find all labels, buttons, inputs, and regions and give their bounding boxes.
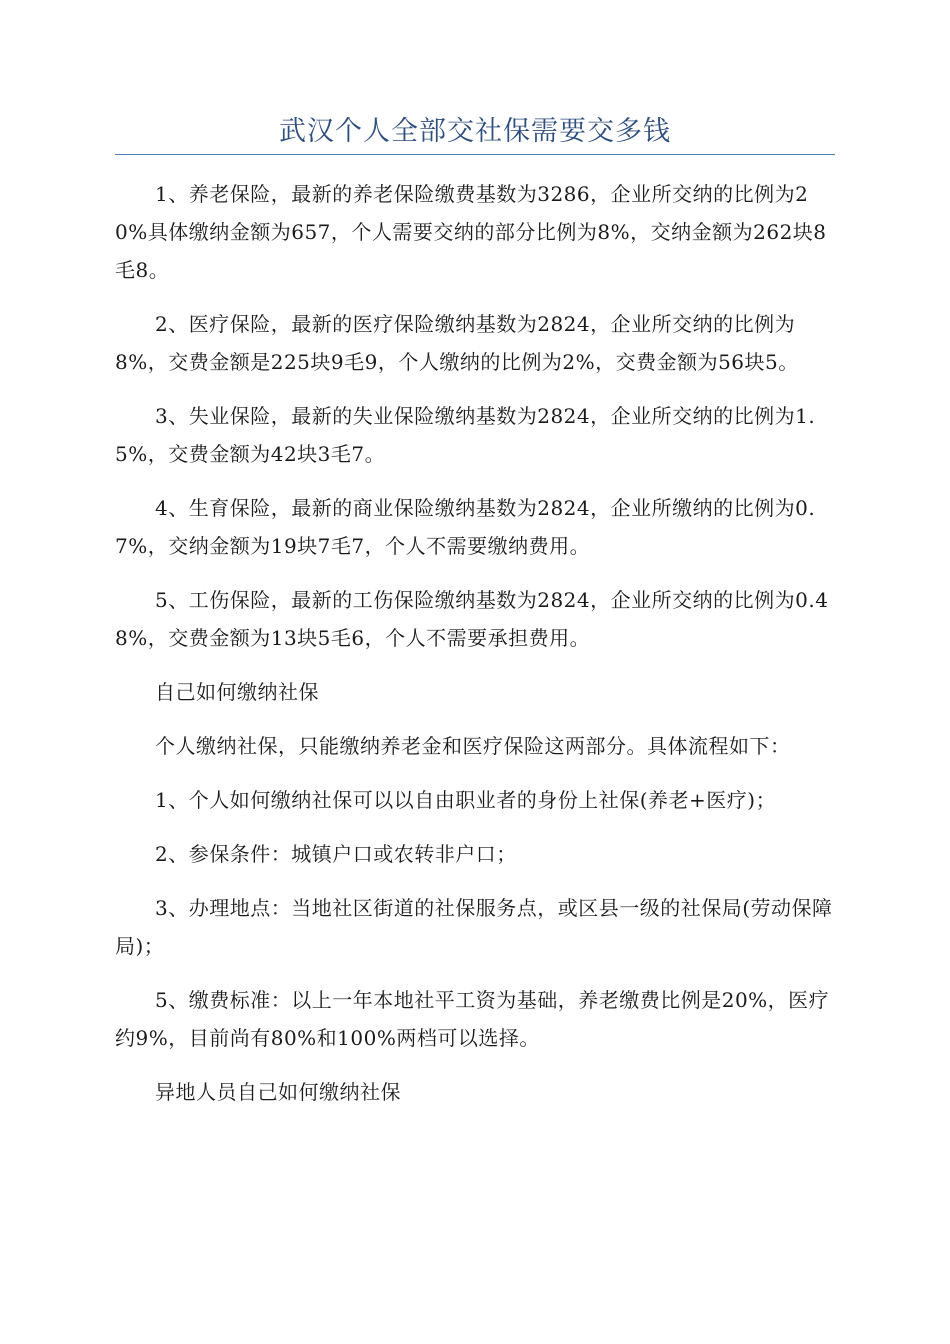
paragraph-maternity-insurance: 4、生育保险，最新的商业保险缴纳基数为2824，企业所缴纳的比例为0.7%，交纳金额为19块7毛7，个人不需要缴纳费用。 xyxy=(115,496,816,558)
document-body xyxy=(115,175,833,1111)
section-heading-nonlocal: 异地人员自己如何缴纳社保 xyxy=(155,1080,401,1104)
paragraph-medical-insurance: 2、医疗保险，最新的医疗保险缴纳基数为2824，企业所交纳的比例为8%，交费金额是225块9毛9，个人缴纳的比例为2%，交费金额为56块5。 xyxy=(115,312,799,374)
title-underline xyxy=(115,154,835,155)
paragraph-step-1: 1、个人如何缴纳社保可以以自由职业者的身份上社保(养老+医疗)； xyxy=(155,788,777,812)
paragraph-pension-insurance: 1、养老保险，最新的养老保险缴费基数为3286，企业所交纳的比例为20%具体缴纳金额为657，个人需要交纳的部分比例为8%，交纳金额为262块8毛8。 xyxy=(115,182,827,282)
paragraph-injury-insurance: 5、工伤保险，最新的工伤保险缴纳基数为2824，企业所交纳的比例为0.48%，交费金额为13块5毛6，个人不需要承担费用。 xyxy=(115,588,829,650)
paragraph-step-5: 5、缴费标准：以上一年本地社平工资为基础，养老缴费比例是20%，医疗约9%，目前尚有80%和100%两档可以选择。 xyxy=(115,988,830,1050)
paragraph-step-2: 2、参保条件：城镇户口或农转非户口； xyxy=(155,842,517,866)
paragraph-step-3: 3、办理地点：当地社区街道的社保服务点，或区县一级的社保局(劳动保障局)； xyxy=(115,896,833,958)
section-heading-self-payment: 自己如何缴纳社保 xyxy=(155,680,319,704)
paragraph-unemployment-insurance: 3、失业保险，最新的失业保险缴纳基数为2824，企业所交纳的比例为1.5%，交费金额为42块3毛7。 xyxy=(115,404,816,466)
paragraph-self-payment-intro: 个人缴纳社保，只能缴纳养老金和医疗保险这两部分。具体流程如下： xyxy=(155,734,791,758)
document-title: 武汉个人全部交社保需要交多钱 xyxy=(279,116,671,147)
